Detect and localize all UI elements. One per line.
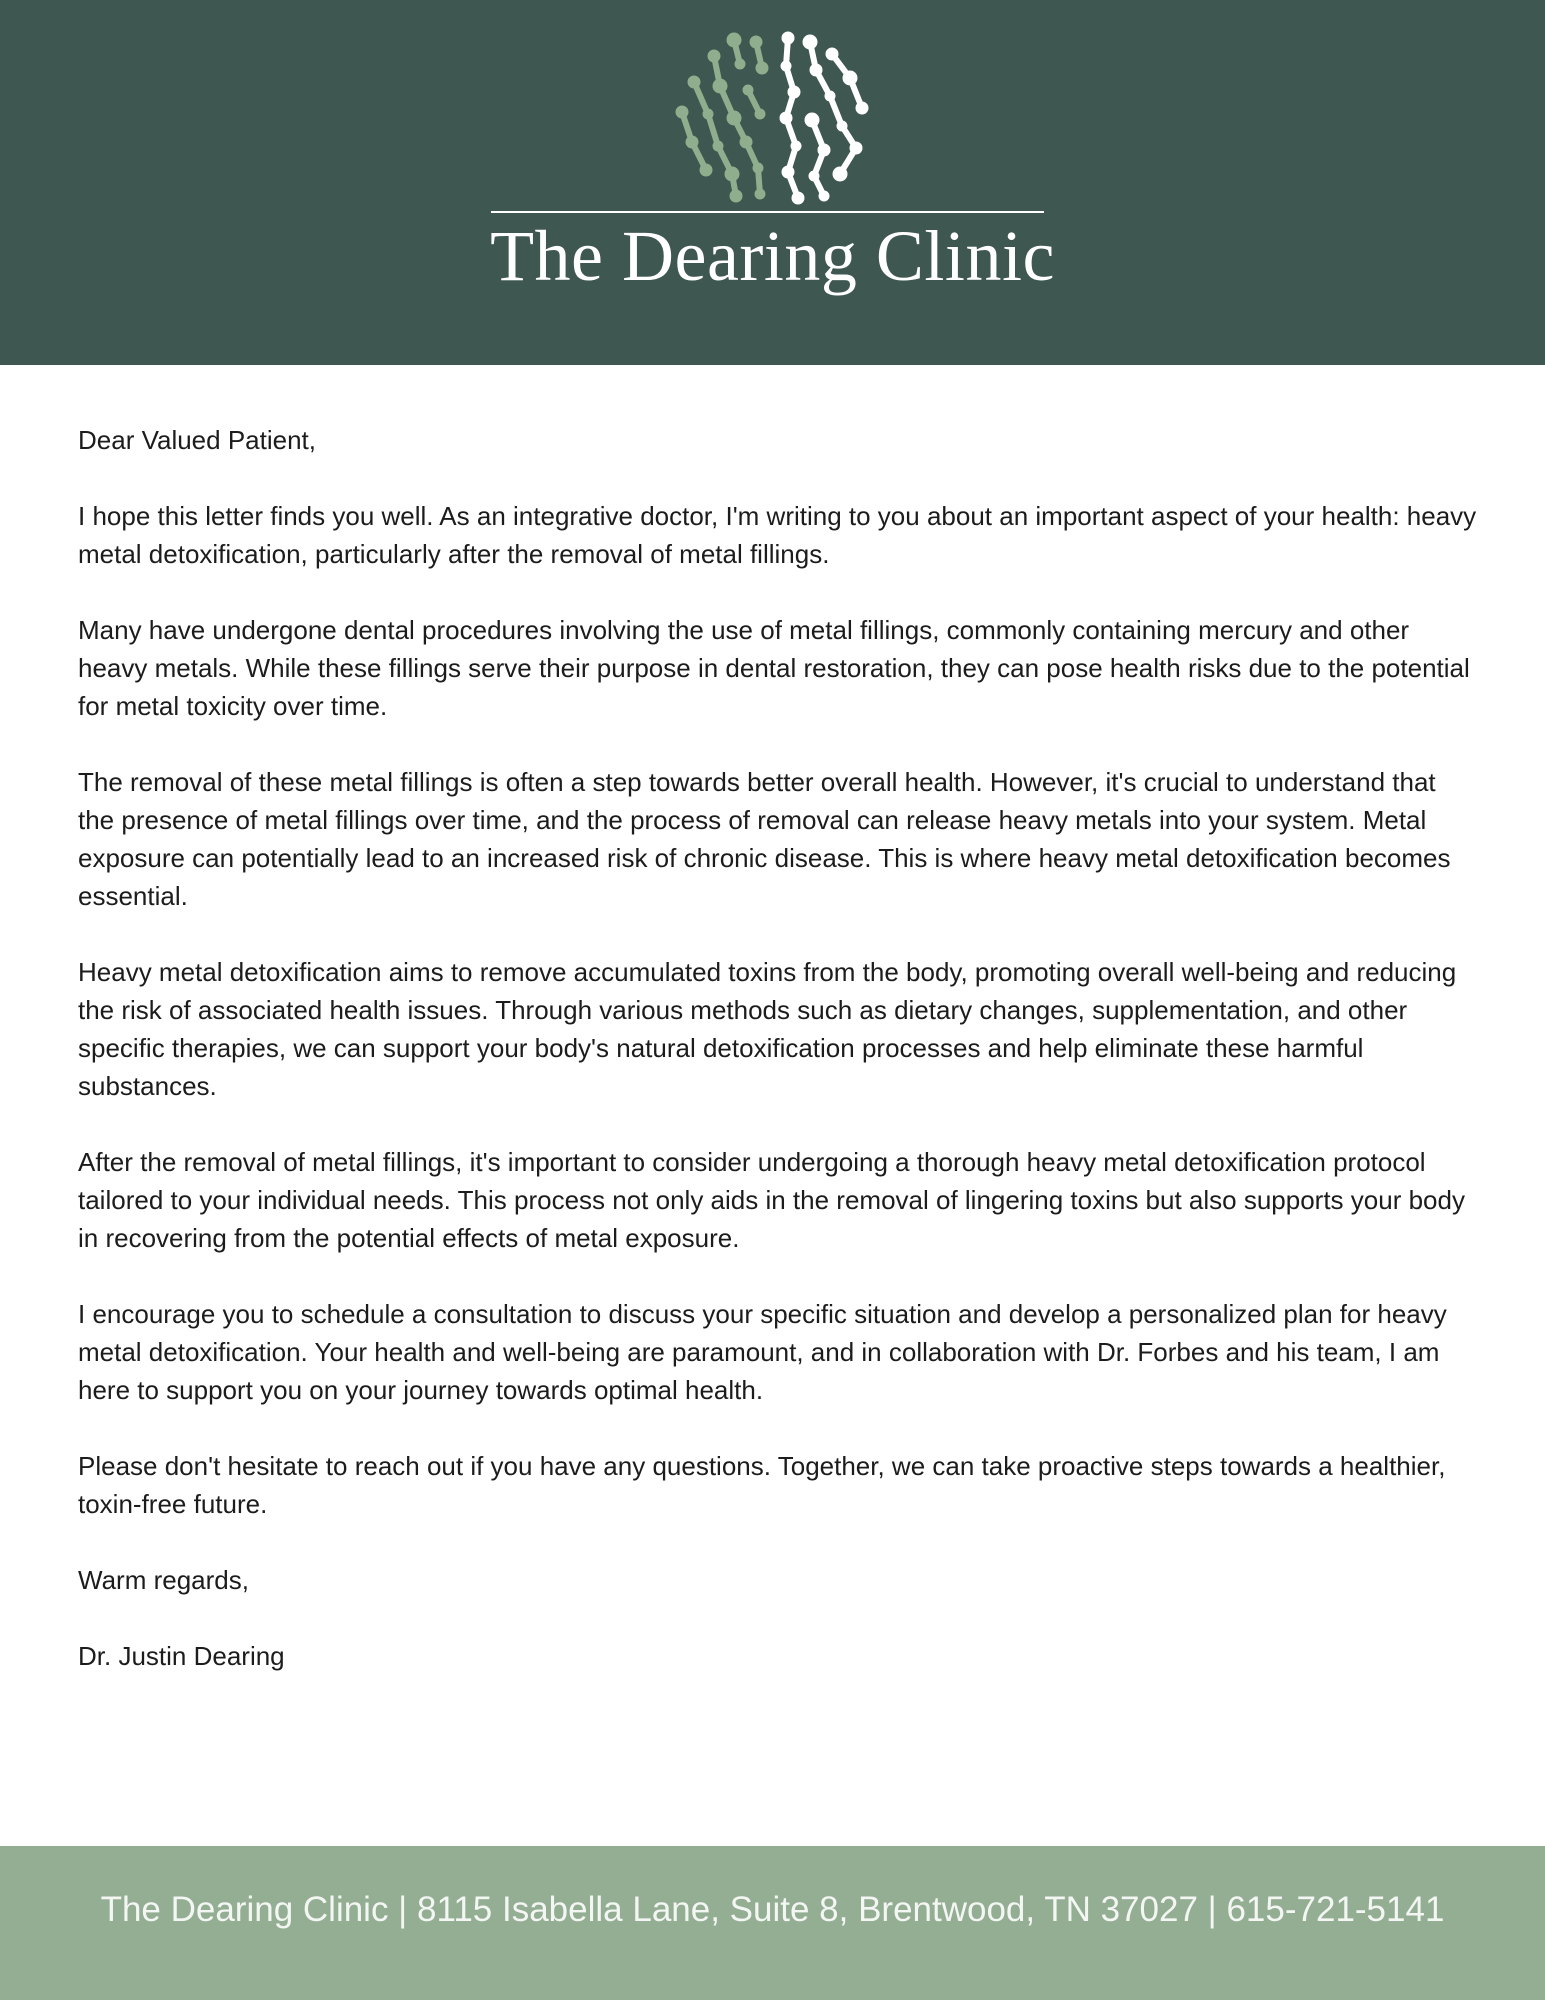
footer-contact-info: The Dearing Clinic | 8115 Isabella Lane, Suite 8, Brentwood, TN 37027 | 615-721-5141 bbox=[100, 1890, 1445, 1929]
letter-paragraph-7: Please don't hesitate to reach out if you have any questions. Together, we can take proactive steps towards a healthier, toxin-free future. bbox=[78, 1451, 1446, 1519]
clinic-name-title: The Dearing Clinic bbox=[490, 216, 1055, 296]
molecular-brain-icon bbox=[674, 30, 870, 206]
letter-greeting: Dear Valued Patient, bbox=[78, 425, 316, 455]
letter-paragraph-6: I encourage you to schedule a consultation to discuss your specific situation and develop a personalized plan for heavy metal detoxification. Your health and well-being are paramount, and in collaboration with Dr. Forbes and his team, I am here to support you on your journey towards optimal health. bbox=[78, 1299, 1447, 1405]
letter-paragraph-1: I hope this letter finds you well. As an integrative doctor, I'm writing to you about an important aspect of your health: heavy metal detoxification, particularly after the removal of metal fillings. bbox=[78, 501, 1477, 569]
letterhead-header bbox=[0, 0, 1545, 365]
logo-right-half bbox=[780, 32, 868, 204]
logo-left-half bbox=[676, 33, 768, 202]
letter-paragraph-3: The removal of these metal fillings is often a step towards better overall health. However, it's crucial to understand that the presence of metal fillings over time, and the process of removal can release heavy metals into your system. Metal exposure can potentially lead to an increased risk of chronic disease. This is where heavy metal detoxification becomes essential. bbox=[78, 767, 1451, 911]
letter-closing: Warm regards, bbox=[78, 1565, 249, 1595]
letter-signature: Dr. Justin Dearing bbox=[78, 1641, 285, 1671]
letterhead-footer bbox=[0, 1846, 1545, 2000]
letter-paragraph-5: After the removal of metal fillings, it's important to consider undergoing a thorough heavy metal detoxification protocol tailored to your individual needs. This process not only aids in the removal of lingering toxins but also supports your body in recovering from the potential effects of metal exposure. bbox=[78, 1147, 1465, 1253]
letter-paragraph-2: Many have undergone dental procedures involving the use of metal fillings, commonly containing mercury and other heavy metals. While these fillings serve their purpose in dental restoration, they can pose health risks due to the potential for metal toxicity over time. bbox=[78, 615, 1470, 721]
letter-paragraph-4: Heavy metal detoxification aims to remove accumulated toxins from the body, promoting overall well-being and reducing the risk of associated health issues. Through various methods such as dietary changes, supplementation, and other specific therapies, we can support your body's natural detoxification processes and help eliminate these harmful substances. bbox=[78, 957, 1457, 1101]
letter-body bbox=[78, 421, 1478, 1713]
